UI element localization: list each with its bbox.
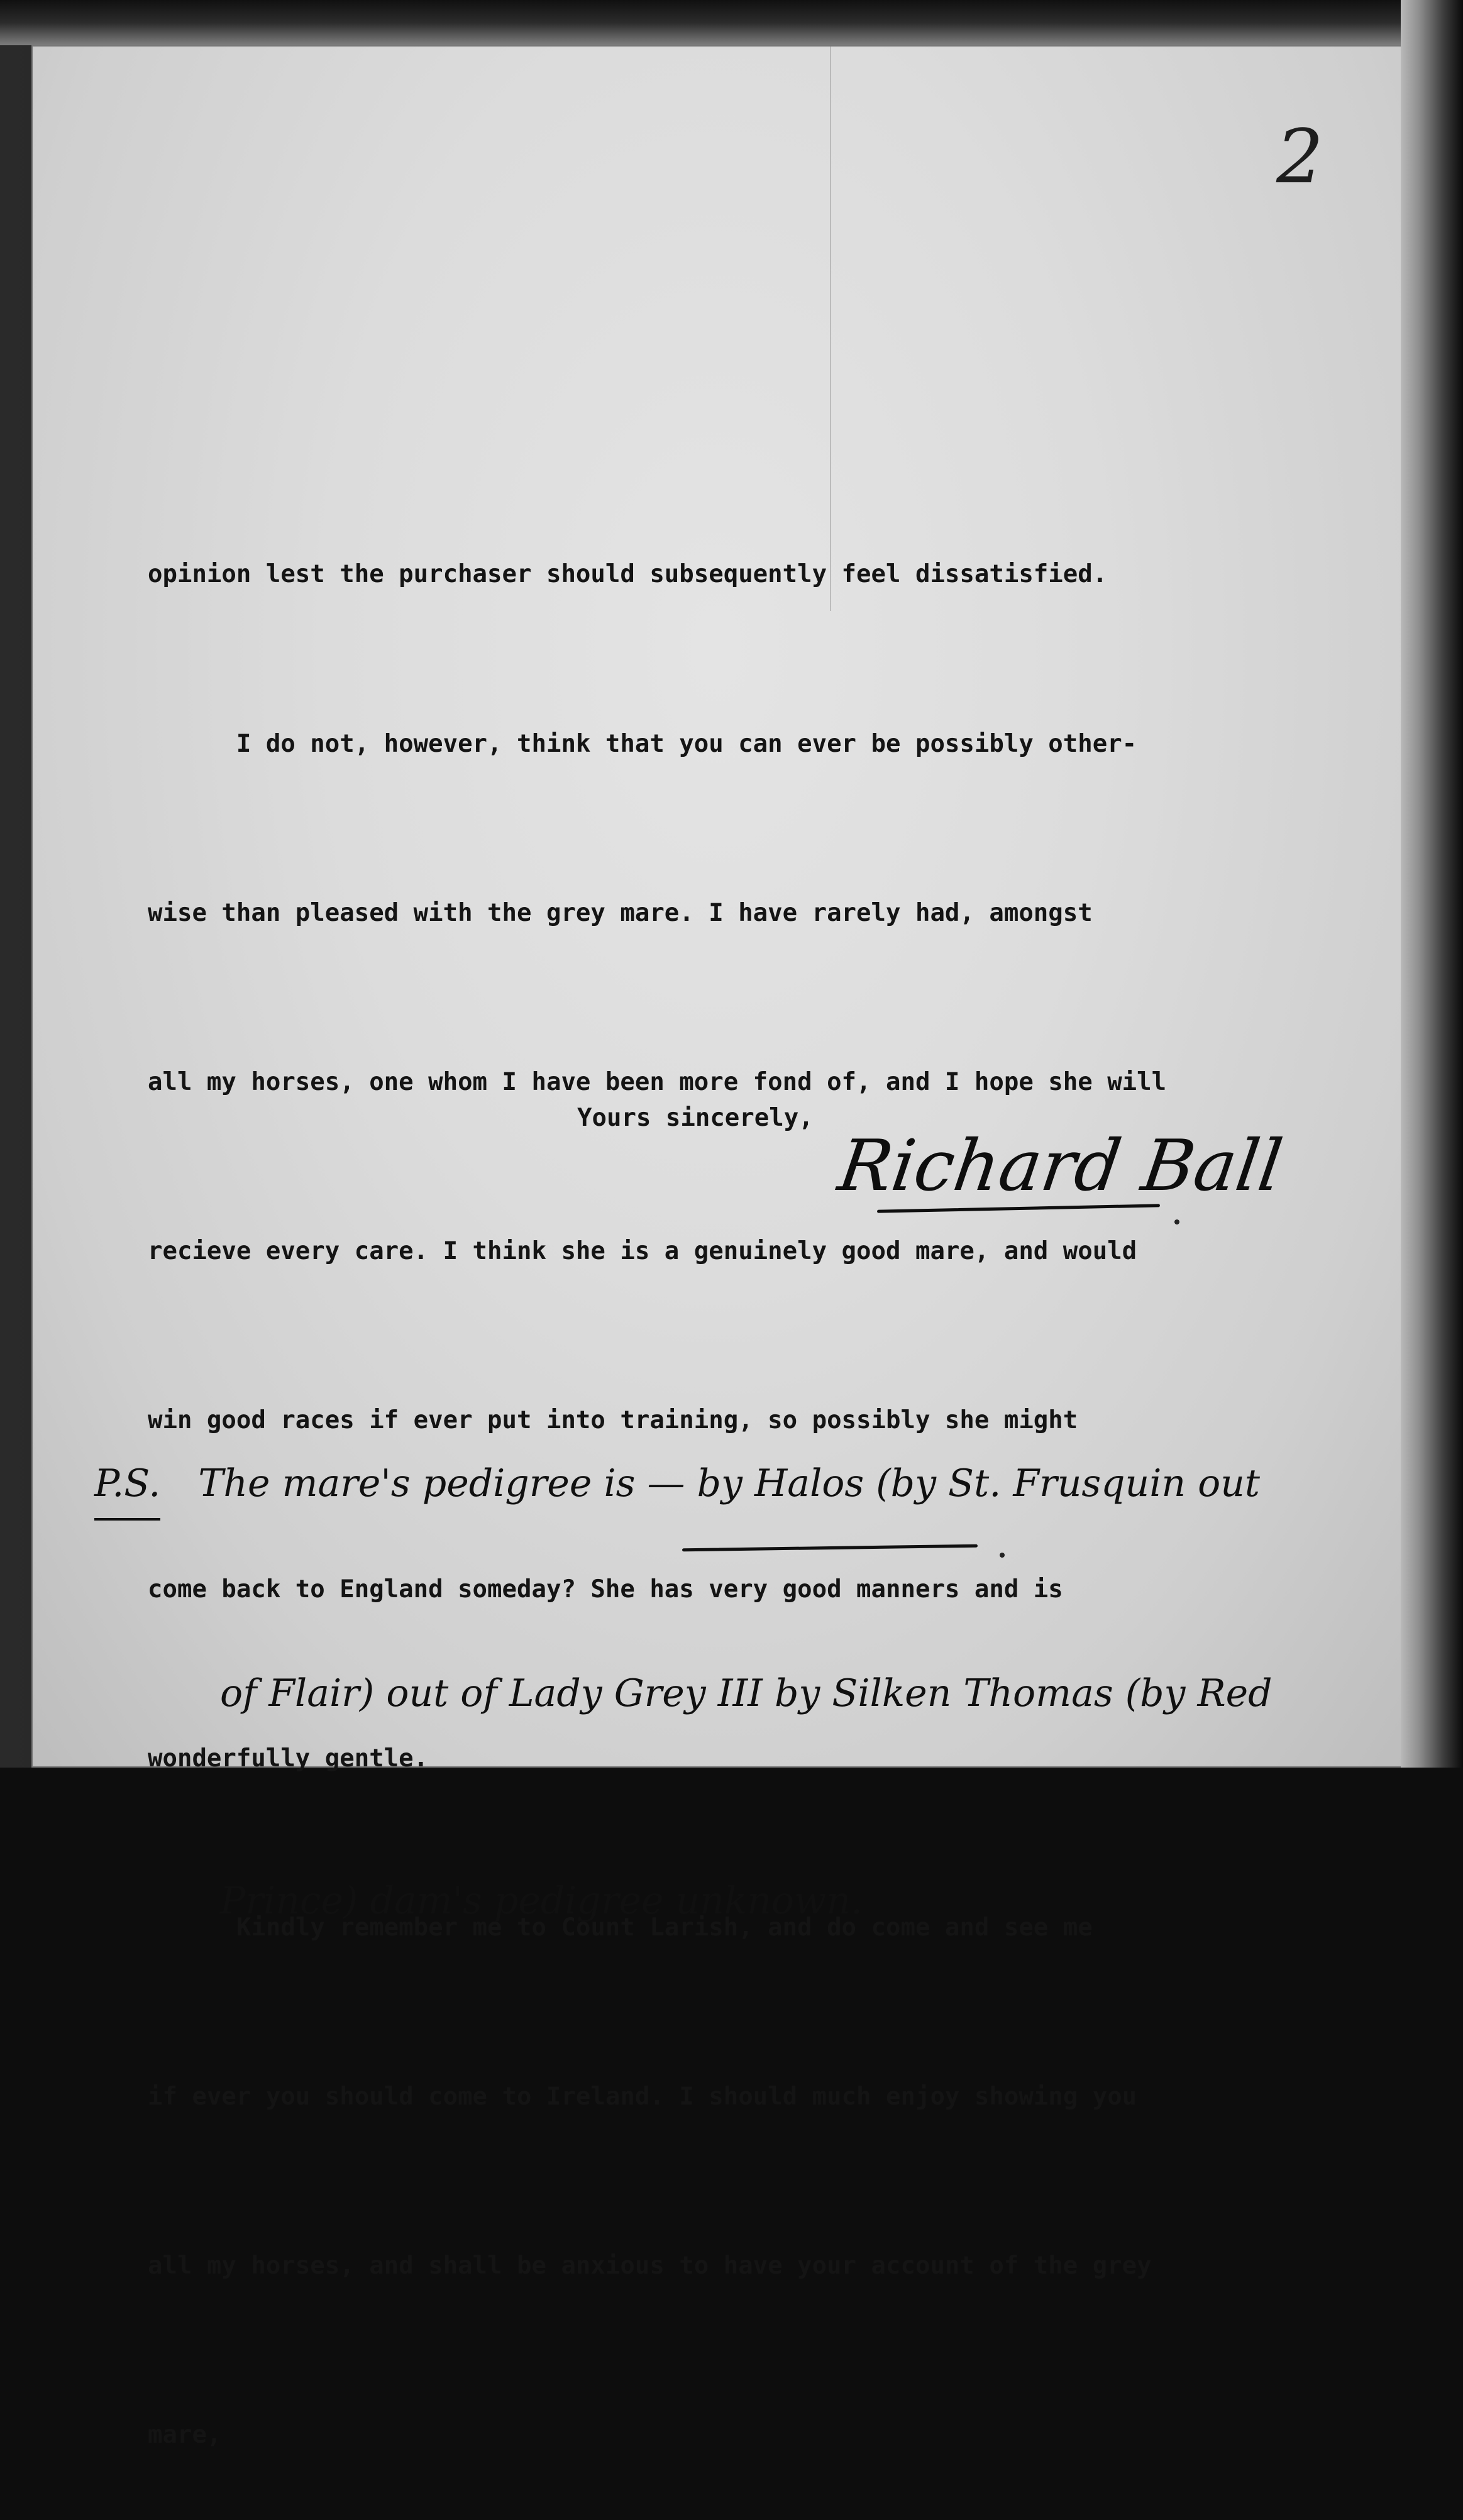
body-line: wonderfully gentle. xyxy=(148,1744,429,1773)
body-line: all my horses, one whom I have been more fond of, and I hope she will xyxy=(148,1067,1167,1096)
body-line: come back to England someday? She has very good manners and is xyxy=(148,1575,1063,1604)
body-line: wise than pleased with the grey mare. I have rarely had, amongst xyxy=(148,898,1093,927)
scan-right-edge xyxy=(1401,0,1463,1768)
postscript-line: of Flair) out of Lady Grey III by Silken Thomas (by Red xyxy=(220,1671,1273,1715)
body-line: opinion lest the purchaser should subsequently feel dissatisfied. xyxy=(148,560,1108,589)
body-line: win good races if ever put into training, so possibly she might xyxy=(148,1406,1078,1434)
postscript-line xyxy=(94,1449,1320,1521)
postscript-text: The mare's pedigree is — by Halos (by St. Frusquin out xyxy=(198,1461,1260,1505)
postscript xyxy=(94,1311,1320,2005)
body-line: if ever you should come to Ireland. I should much enjoy showing you xyxy=(148,2083,1137,2111)
body-line: all my horses, and shall be anxious to have your account of the grey xyxy=(148,2252,1152,2281)
ink-dot xyxy=(1174,1219,1179,1224)
closing-salutation: Yours sincerely, xyxy=(577,1104,814,1132)
body-line: I do not, however, think that you can ever be possibly other- xyxy=(148,729,1137,758)
postscript-label: P.S. xyxy=(94,1449,160,1521)
page-number: 2 xyxy=(1276,113,1324,200)
postscript-line: Prince) dam's pedigree unknown. xyxy=(220,1879,863,1923)
body-line: recieve every care. I think she is a genuinely good mare, and would xyxy=(148,1236,1137,1265)
ink-dot xyxy=(1000,1553,1005,1558)
body-line: mare, xyxy=(148,2421,222,2450)
body-line: Kindly remember me to Count Larish, and do come and see me xyxy=(148,1913,1093,1942)
handwritten-signature: Richard Ball xyxy=(833,1125,1288,1207)
scan-top-edge xyxy=(0,0,1463,45)
